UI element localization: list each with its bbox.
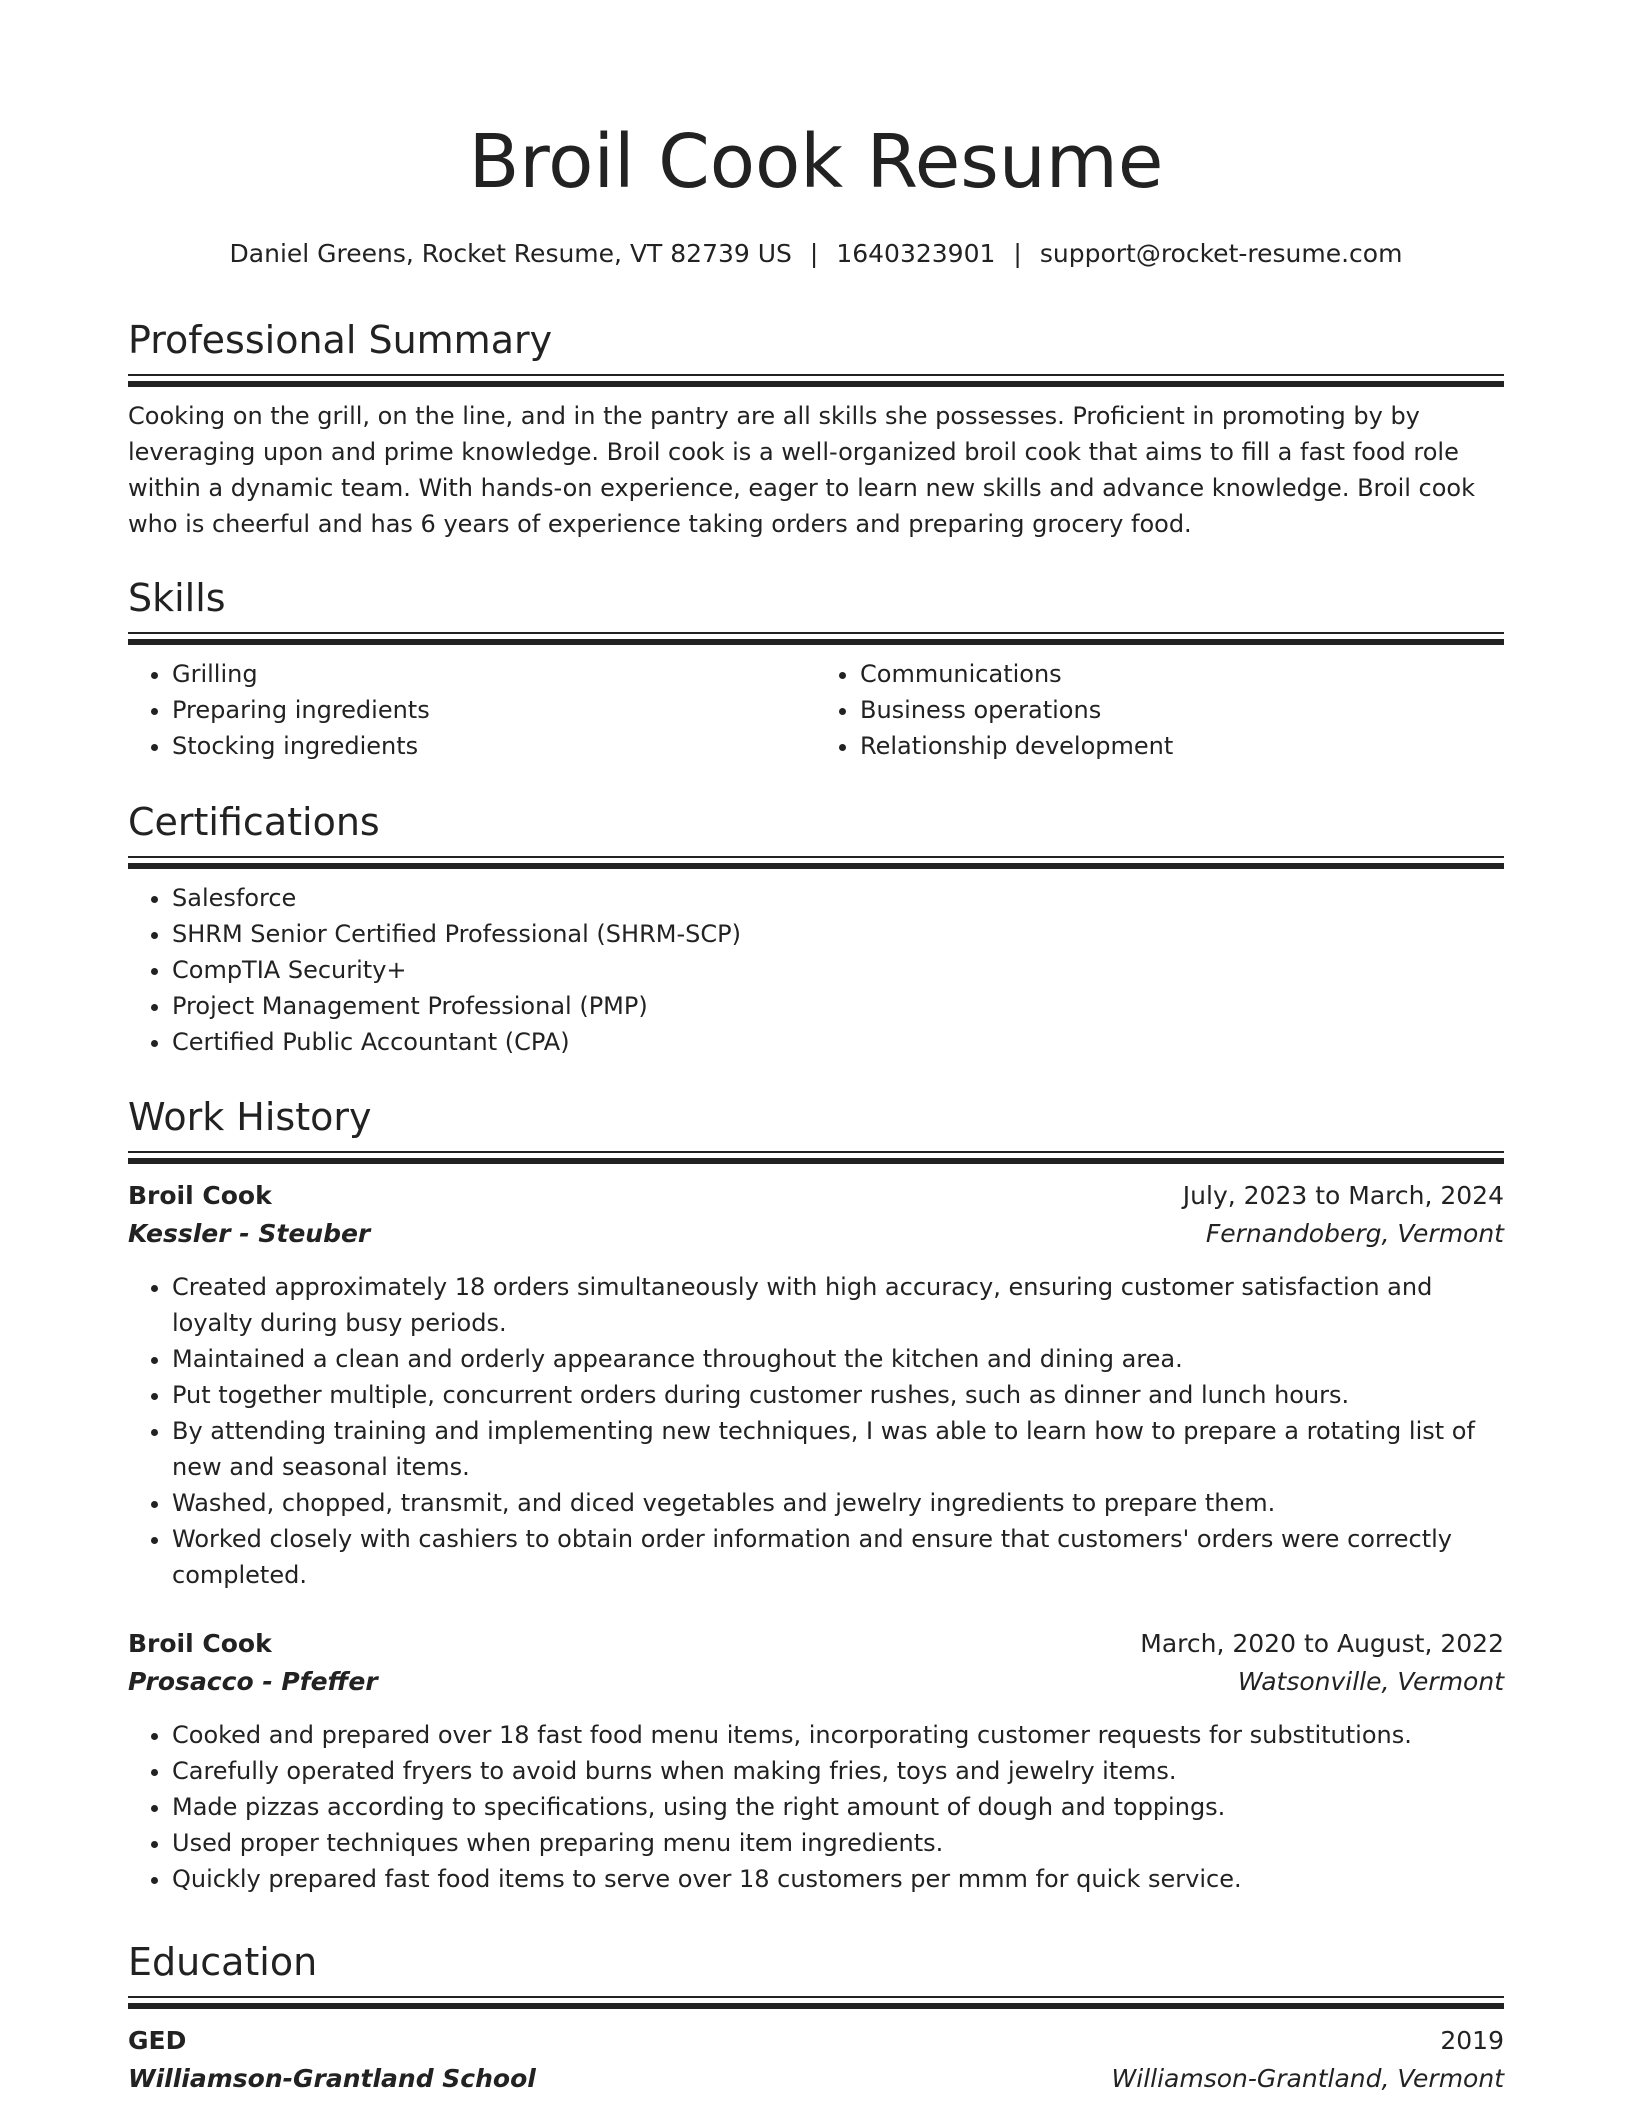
- list-item: • Salesforce: [172, 880, 1504, 916]
- job-dates: July, 2023 to March, 2024: [1182, 1180, 1504, 1210]
- list-item: • CompTIA Security+: [172, 952, 1504, 988]
- list-item: • Worked closely with cashiers to obtain order information and ensure that customers' orders were correctly completed.: [172, 1521, 1504, 1593]
- list-item: • Cooked and prepared over 18 fast food menu items, incorporating customer requests for substitutions.: [172, 1717, 1504, 1753]
- education-year: 2019: [1440, 2025, 1504, 2055]
- contact-separator: |: [1013, 239, 1022, 268]
- work-heading: Work History: [128, 1095, 372, 1139]
- job-header: [128, 1625, 1504, 1663]
- list-item: • Communications: [860, 656, 1504, 692]
- job-dates: March, 2020 to August, 2022: [1140, 1628, 1504, 1658]
- job-entry: [128, 1625, 1504, 1897]
- job-title: Broil Cook: [128, 1180, 272, 1210]
- contact-separator: |: [809, 239, 819, 268]
- contact-address: Daniel Greens, Rocket Resume, VT 82739 US: [229, 239, 792, 268]
- section-divider: [128, 374, 1504, 388]
- education-school: Williamson-Grantland School: [128, 2063, 536, 2093]
- list-item: • Washed, chopped, transmit, and diced vegetables and jewelry ingredients to prepare them.: [172, 1485, 1504, 1521]
- list-item: • Grilling: [172, 656, 816, 692]
- list-item: • Put together multiple, concurrent orders during customer rushes, such as dinner and lunch hours.: [172, 1377, 1504, 1413]
- resume-title: Broil Cook Resume: [468, 119, 1164, 205]
- list-item: • Stocking ingredients: [172, 728, 816, 764]
- education-header: [128, 2022, 1504, 2060]
- list-item: • Carefully operated fryers to avoid burns when making fries, toys and jewelry items.: [172, 1753, 1504, 1789]
- job-header: [128, 1177, 1504, 1215]
- job-location: Fernandoberg, Vermont: [1205, 1218, 1504, 1248]
- list-item: • By attending training and implementing new techniques, I was able to learn how to prepare a rotating list of new and seasonal items.: [172, 1413, 1504, 1485]
- job-entry: [128, 1177, 1504, 1593]
- summary-section: [128, 318, 1504, 542]
- list-item: • Certified Public Accountant (CPA): [172, 1024, 1504, 1060]
- summary-text: Cooking on the grill, on the line, and in the pantry are all skills she possesses. Proficient in promoting by by leveraging upon and prime knowledge. Broil cook is a well-organized broil cook that aims to fill a fast food role within a dynamic team. With hands-on experience, eager to learn new skills and advance knowledge. Broil cook who is cheerful and has 6 years of experience taking orders and preparing grocery food.: [128, 401, 1475, 538]
- list-item: • Quickly prepared fast food items to serve over 18 customers per mmm for quick service.: [172, 1861, 1504, 1897]
- certifications-list: [128, 880, 1504, 1060]
- skills-list-right: [816, 656, 1504, 764]
- section-divider: [128, 1151, 1504, 1165]
- education-heading: Education: [128, 1940, 318, 1984]
- contact-email: support@rocket-resume.com: [1039, 239, 1403, 268]
- list-item: • Project Management Professional (PMP): [172, 988, 1504, 1024]
- job-company: Kessler - Steuber: [128, 1218, 371, 1248]
- list-item: • Maintained a clean and orderly appearance throughout the kitchen and dining area.: [172, 1341, 1504, 1377]
- list-item: • Used proper techniques when preparing menu item ingredients.: [172, 1825, 1504, 1861]
- list-item: • Business operations: [860, 692, 1504, 728]
- section-divider: [128, 632, 1504, 646]
- job-bullets: [128, 1269, 1504, 1593]
- contact-phone: 1640323901: [836, 239, 996, 268]
- skills-heading: Skills: [128, 576, 226, 620]
- skills-list-left: [128, 656, 816, 764]
- education-degree: GED: [128, 2025, 187, 2055]
- job-title: Broil Cook: [128, 1628, 272, 1658]
- job-subheader: [128, 1215, 1504, 1253]
- education-location: Williamson-Grantland, Vermont: [1111, 2063, 1504, 2093]
- section-divider: [128, 1996, 1504, 2010]
- list-item: • Made pizzas according to specifications, using the right amount of dough and toppings.: [172, 1789, 1504, 1825]
- skills-section: [128, 576, 1504, 764]
- job-location: Watsonville, Vermont: [1237, 1666, 1504, 1696]
- work-section: [128, 1095, 1504, 1897]
- list-item: • Relationship development: [860, 728, 1504, 764]
- contact-line: [128, 238, 1504, 271]
- section-divider: [128, 856, 1504, 870]
- summary-heading: Professional Summary: [128, 318, 553, 362]
- job-bullets: [128, 1717, 1504, 1897]
- list-item: • Preparing ingredients: [172, 692, 816, 728]
- certifications-heading: Certifications: [128, 800, 380, 844]
- skills-columns: [128, 656, 1504, 764]
- job-company: Prosacco - Pfeffer: [128, 1666, 378, 1696]
- list-item: • Created approximately 18 orders simultaneously with high accuracy, ensuring customer satisfaction and loyalty during busy periods.: [172, 1269, 1504, 1341]
- list-item: • SHRM Senior Certified Professional (SHRM-SCP): [172, 916, 1504, 952]
- certifications-section: [128, 800, 1504, 1060]
- education-subheader: [128, 2060, 1504, 2098]
- job-subheader: [128, 1663, 1504, 1701]
- education-entry: [128, 2022, 1504, 2098]
- education-section: [128, 1940, 1504, 2098]
